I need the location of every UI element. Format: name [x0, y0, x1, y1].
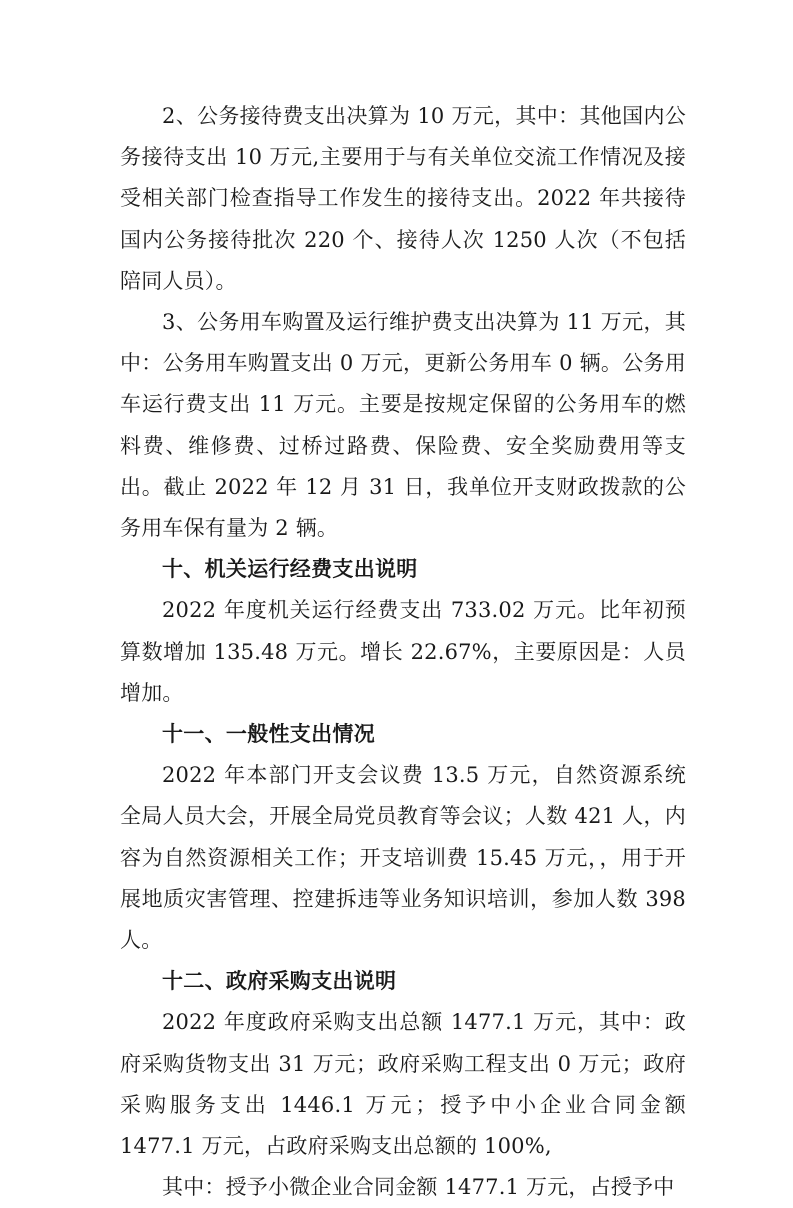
document-body	[120, 96, 686, 1208]
paragraph-procurement: 2022 年度政府采购支出总额 1477.1 万元，其中：政府采购货物支出 31 万元；政府采购工程支出 0 万元；政府采购服务支出 1446.1 万元；授予中小企业合同金额 1477.1 万元，占政府采购支出总额的 100%,	[120, 1010, 686, 1159]
paragraph-vehicle-expense: 3、公务用车购置及运行维护费支出决算为 11 万元，其中：公务用车购置支出 0 万元，更新公务用车 0 辆。公务用车运行费支出 11 万元。主要是按规定保留的公务用车的燃料费、维修费、过桥过路费、保险费、安全奖励费用等支出。截止 2022 年 12 月 31 日，我单位开支财政拨款的公务用车保有量为 2 辆。	[120, 310, 686, 541]
paragraph-procurement-continued: 其中：授予小微企业合同金额 1477.1 万元，占授予中	[162, 1175, 675, 1200]
section-heading-procurement: 十二、政府采购支出说明	[162, 969, 397, 994]
paragraph-general-expense: 2022 年本部门开支会议费 13.5 万元，自然资源系统全局人员大会，开展全局党员教育等会议；人数 421 人，内容为自然资源相关工作；开支培训费 15.45 万元，，用于开展地质灾害管理、控建拆违等业务知识培训，参加人数 398 人。	[120, 763, 686, 953]
section-heading-operating-expense: 十、机关运行经费支出说明	[162, 557, 418, 582]
paragraph-operating-expense: 2022 年度机关运行经费支出 733.02 万元。比年初预算数增加 135.48 万元。增长 22.67%，主要原因是：人员增加。	[120, 598, 686, 705]
section-heading-general-expense: 十一、一般性支出情况	[162, 722, 375, 747]
paragraph-reception-expense: 2、公务接待费支出决算为 10 万元，其中：其他国内公务接待支出 10 万元,主要用于与有关单位交流工作情况及接受相关部门检查指导工作发生的接待支出。2022 年共接待国内公务接待批次 220 个、接待人次 1250 人次（不包括陪同人员）。	[120, 104, 686, 293]
